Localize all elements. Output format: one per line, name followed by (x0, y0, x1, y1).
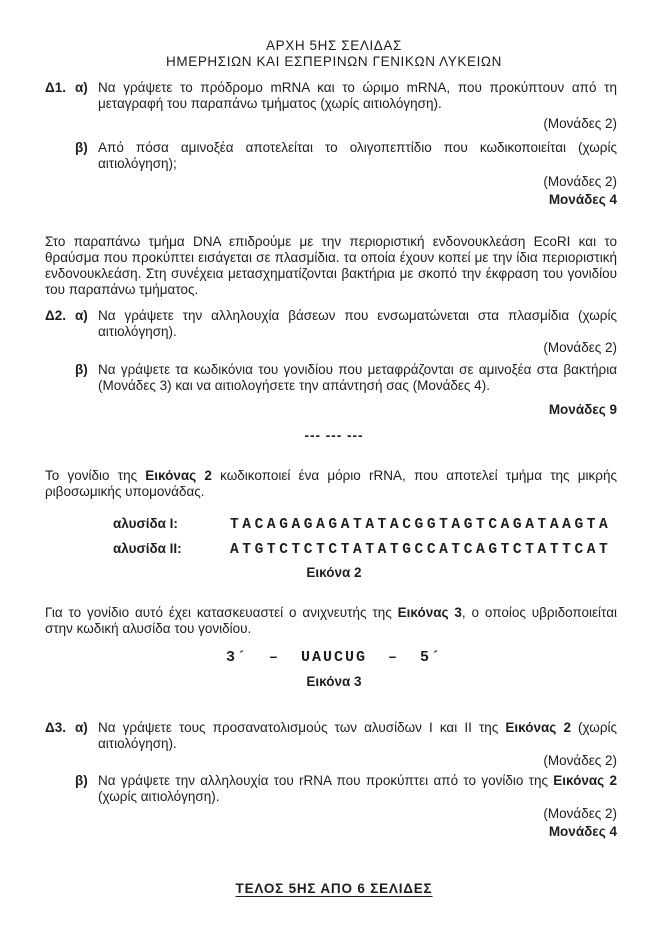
question-d3-b-label: β) (75, 773, 88, 788)
question-d3-label: Δ3. (45, 720, 66, 735)
question-d1-total: Μονάδες 4 (548, 192, 617, 207)
figure2-reference-bold: Εικόνας 2 (145, 468, 212, 483)
question-d3-b-figure-ref: Εικόνας 2 (553, 773, 617, 788)
paragraph-ecori-intro: Στο παραπάνω τμήμα DNA επιδρούμε με την περιοριστική ενδονουκλεάση EcoRI και το θραύσμα που προκύπτει εισάγεται σε πλασμίδια. τα οποία έχουν κοπεί με την ίδια περιοριστική ενδονουκλεάση. Στη συνέχεια μετασχηματίζονται βακτήρια με σκοπό την έκφραση του γονιδίου του παραπάνω τμήματος. (45, 234, 617, 297)
question-d2-a-label: α) (75, 308, 88, 323)
question-d3-b-marks: (Μονάδες 2) (543, 806, 617, 821)
question-d3-b-text-pre: Να γράψετε την αλληλουχία του rRNA που προκύπτει από το γονίδιο της (98, 773, 554, 788)
question-d1-b (45, 140, 617, 208)
paragraph-figure2-intro (45, 468, 617, 500)
paragraph-figure2-intro-pre: Το γονίδιο της (45, 468, 146, 483)
question-d2-total: Μονάδες 9 (548, 402, 617, 417)
question-d1-a (45, 80, 617, 132)
question-d1-b-marks: (Μονάδες 2) (543, 174, 617, 189)
paragraph-figure3-intro-post: , ο οποίος υβριδοποιείται στην κωδική αλυσίδα του γονιδίου. (45, 605, 618, 636)
question-d2-b-text: Να γράψετε τα κωδικόνια του γονιδίου που μεταφράζονται σε αμινοξέα στα βακτήρια (Μονάδες 3) και να αιτιολογήσετε την απάντησή σας (Μονάδες 4). (98, 362, 617, 393)
question-d3-b (45, 773, 617, 840)
figure2-caption: Εικόνα 2 (306, 565, 362, 580)
page-header-line-1: ΑΡΧΗ 5ΗΣ ΣΕΛΙΔΑΣ (266, 38, 402, 53)
question-d3-a-label: α) (75, 720, 88, 735)
question-d2-a-marks: (Μονάδες 2) (543, 340, 617, 355)
figure3-probe-sequence: 3´ – UAUCUG – 5´ (225, 649, 443, 666)
question-d2-label: Δ2. (45, 308, 66, 323)
question-d3-a-text-post: (χωρίς αιτιολόγηση). (98, 720, 618, 751)
question-d3-a-marks: (Μονάδες 2) (543, 753, 617, 768)
question-d3-b-text (98, 773, 617, 805)
paragraph-figure2-intro-post: κωδικοποιεί ένα μόριο rRNA, που αποτελεί τμήμα της μικρής ριβοσωμικής υπομονάδας. (45, 468, 618, 499)
figure3-caption: Εικόνα 3 (306, 674, 362, 689)
section-separator-dashes: --- --- --- (304, 428, 364, 443)
figure2-chain1-row (113, 516, 668, 533)
question-d3-total: Μονάδες 4 (548, 824, 617, 839)
question-d3-a-figure-ref: Εικόνας 2 (505, 720, 571, 735)
question-d1-a-label: α) (75, 80, 88, 95)
question-d3-a-text (98, 720, 617, 752)
paragraph-figure3-intro (45, 605, 617, 637)
question-d2-a (45, 308, 617, 356)
question-d2-b (45, 362, 617, 418)
question-d1-a-marks: (Μονάδες 2) (543, 116, 617, 131)
figure2-chain1-sequence: TACAGAGAGATATACGGTAGTCAGATAAGTA (230, 517, 612, 533)
page-footer-text: ΤΕΛΟΣ 5ΗΣ ΑΠΟ 6 ΣΕΛΙΔΕΣ (235, 881, 433, 896)
question-d1-label: Δ1. (45, 80, 66, 95)
figure2-chain2-row (113, 541, 668, 558)
question-d1-b-text: Από πόσα αμινοξέα αποτελείται το ολιγοπεπτίδιο που κωδικοποιείται (χωρίς αιτιολόγηση); (98, 140, 617, 171)
paragraph-figure3-intro-pre: Για το γονίδιο αυτό έχει κατασκευαστεί ο ανιχνευτής της (45, 605, 398, 620)
question-d2-a-text: Να γράψετε την αλληλουχία βάσεων που ενσωματώνεται στα πλασμίδια (χωρίς αιτιολόγηση). (98, 308, 617, 339)
question-d3-a (45, 720, 617, 769)
question-d1-a-text: Να γράψετε το πρόδρομο mRNA και το ώριμο mRNA, που προκύπτουν από τη μεταγραφή του παραπάνω τμήματος (χωρίς αιτιολόγηση). (98, 80, 617, 111)
page-header-line-2: ΗΜΕΡΗΣΙΩΝ ΚΑΙ ΕΣΠΕΡΙΝΩΝ ΓΕΝΙΚΩΝ ΛΥΚΕΙΩΝ (166, 54, 502, 69)
figure2-chain2-sequence: ATGTCTCTCTATATGCCATCAGTCTATTCAT (230, 542, 612, 558)
figure2-chain1-label: αλυσίδα I: (113, 516, 178, 531)
page-footer (0, 881, 668, 897)
question-d1-b-label: β) (75, 140, 88, 155)
question-d2-b-label: β) (75, 362, 88, 377)
question-d3-b-text-post: (χωρίς αιτιολόγηση). (98, 789, 220, 804)
question-d3-a-text-pre: Να γράψετε τους προσανατολισμούς των αλυσίδων I και II της (98, 720, 506, 735)
figure2-chain2-label: αλυσίδα II: (113, 541, 182, 556)
figure3-reference-bold: Εικόνας 3 (397, 605, 462, 620)
